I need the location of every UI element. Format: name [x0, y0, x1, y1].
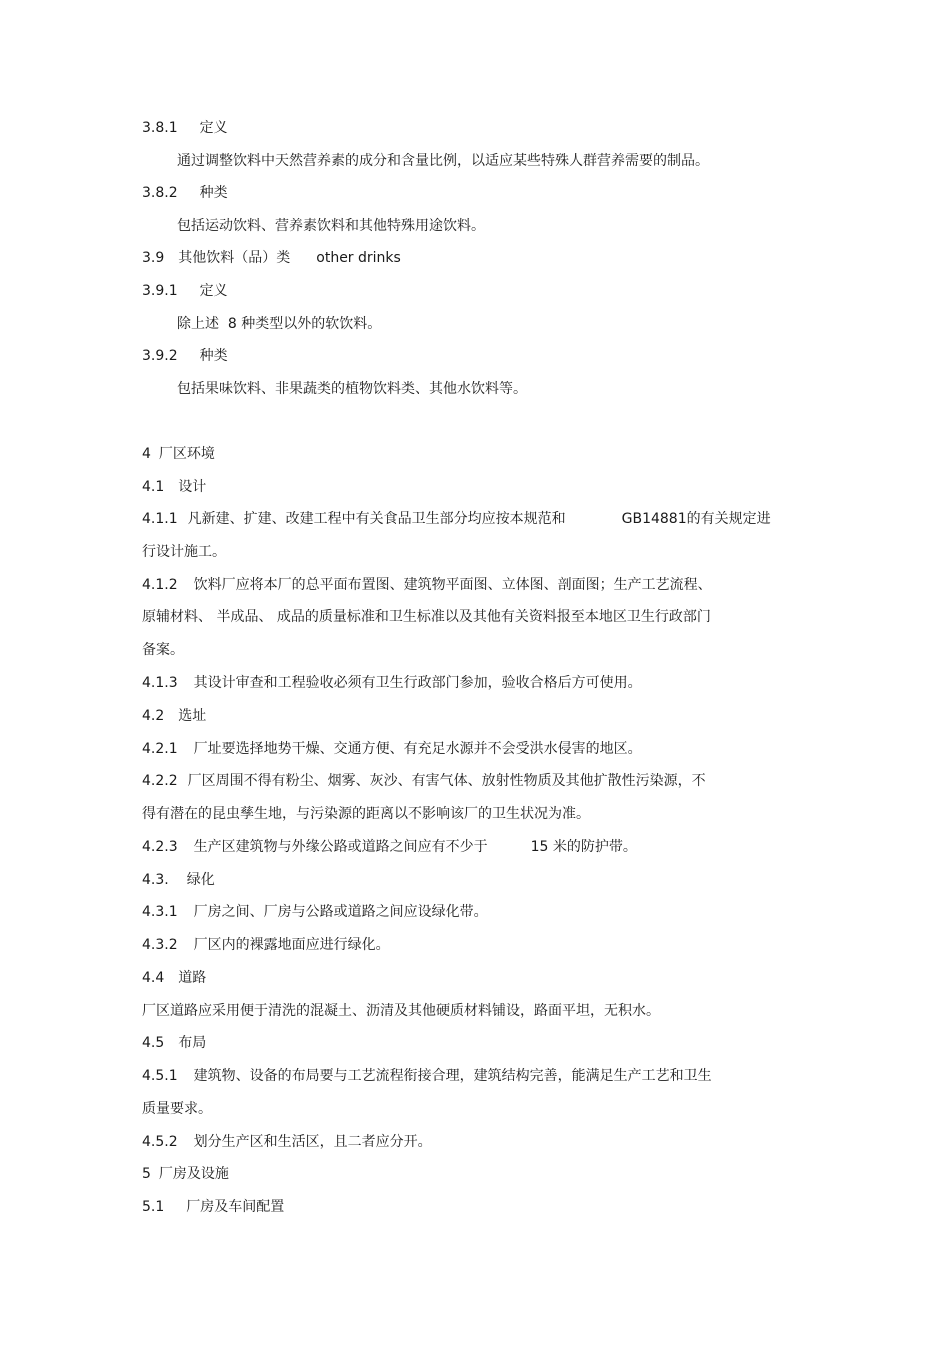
section-title: 厂区环境: [158, 446, 215, 462]
clause-text: 凡新建、扩建、改建工程中有关食品卫生部分均应按本规范和: [187, 511, 566, 527]
clause-number: 4.2.2: [142, 773, 178, 789]
clause-paragraph: [142, 674, 642, 692]
clause-title: 设计: [178, 479, 207, 495]
clause-heading: [142, 1198, 284, 1216]
section-title: 厂房及设施: [158, 1166, 229, 1182]
clause-heading: [142, 184, 228, 202]
clause-heading: [142, 119, 228, 137]
clause-title: 厂房及车间配置: [186, 1199, 285, 1215]
clause-number: 4.1: [142, 479, 165, 495]
clause-text: 厂房之间、厂房与公路或道路之间应设绿化带。: [193, 904, 488, 920]
clause-title: 定义: [199, 283, 228, 299]
clause-number: 4.5.1: [142, 1068, 178, 1084]
clause-number: 4.3.2: [142, 937, 178, 953]
clause-number: 4.5.2: [142, 1134, 178, 1150]
clause-number: 4.5: [142, 1035, 165, 1051]
clause-number: 4.2.3: [142, 839, 178, 855]
clause-paragraph: [142, 1067, 712, 1085]
paragraph-continuation: 质量要求。: [142, 1101, 212, 1117]
clause-number: 4.4: [142, 970, 165, 986]
section-heading: [142, 445, 215, 463]
clause-title: 种类: [199, 185, 228, 201]
paragraph: 通过调整饮料中天然营养素的成分和含量比例，以适应某些特殊人群营养需要的制品。: [177, 153, 709, 169]
clause-paragraph: [142, 576, 712, 594]
clause-title: 其他饮料（品）类: [178, 250, 291, 266]
clause-heading: [142, 1034, 206, 1052]
clause-title: 选址: [178, 708, 207, 724]
clause-text: 厂址要选择地势干燥、交通方便、有充足水源并不会受洪水侵害的地区。: [193, 741, 642, 757]
clause-heading: [142, 347, 228, 365]
clause-number: 4.2: [142, 708, 165, 724]
clause-title-english: other drinks: [316, 250, 401, 266]
clause-paragraph: [142, 772, 706, 790]
clause-heading: [142, 478, 206, 496]
paragraph: 包括运动饮料、营养素饮料和其他特殊用途饮料。: [177, 218, 485, 234]
clause-number: 4.1.2: [142, 577, 178, 593]
clause-text: 生产区建筑物与外缘公路或道路之间应有不少于: [193, 839, 488, 855]
clause-text: 划分生产区和生活区，且二者应分开。: [193, 1134, 432, 1150]
clause-number: 4.3.: [142, 872, 169, 888]
clause-paragraph: [142, 510, 771, 528]
clause-title: 布局: [178, 1035, 207, 1051]
clause-text: 厂区周围不得有粉尘、烟雾、灰沙、有害气体、放射性物质及其他扩散性污染源，不: [187, 773, 706, 789]
clause-heading: [142, 707, 206, 725]
clause-paragraph: [142, 936, 390, 954]
paragraph-continuation: 原辅材料、 半成品、 成品的质量标准和卫生标准以及其他有关资料报至本地区卫生行政部门: [142, 609, 711, 625]
section-heading: [142, 1165, 229, 1183]
section-number: 4: [142, 446, 151, 462]
section-number: 5: [142, 1166, 151, 1182]
paragraph: 除上述 8 种类型以外的软饮料。: [177, 316, 382, 332]
clause-text-continued: GB14881的有关规定进: [621, 511, 771, 527]
clause-heading: [142, 249, 401, 267]
paragraph-continuation: 得有潜在的昆虫孳生地，与污染源的距离以不影响该厂的卫生状况为准。: [142, 806, 590, 822]
clause-number: 4.1.1: [142, 511, 178, 527]
clause-number: 3.8.1: [142, 120, 178, 136]
clause-number: 3.9: [142, 250, 165, 266]
paragraph: 厂区道路应采用便于清洗的混凝土、沥清及其他硬质材料铺设，路面平坦，无积水。: [142, 1003, 660, 1019]
clause-text: 厂区内的裸露地面应进行绿化。: [193, 937, 390, 953]
clause-text-continued: 15 米的防护带。: [530, 839, 637, 855]
clause-number: 3.9.1: [142, 283, 178, 299]
clause-number: 4.2.1: [142, 741, 178, 757]
clause-number: 4.1.3: [142, 675, 178, 691]
clause-heading: [142, 871, 215, 889]
clause-text: 建筑物、设备的布局要与工艺流程衔接合理，建筑结构完善，能满足生产工艺和卫生: [193, 1068, 712, 1084]
paragraph: 包括果味饮料、非果蔬类的植物饮料类、其他水饮料等。: [177, 381, 527, 397]
clause-number: 4.3.1: [142, 904, 178, 920]
clause-heading: [142, 282, 228, 300]
clause-title: 定义: [199, 120, 228, 136]
paragraph-continuation: 行设计施工。: [142, 544, 226, 560]
clause-paragraph: [142, 838, 637, 856]
clause-paragraph: [142, 903, 488, 921]
clause-number: 3.9.2: [142, 348, 178, 364]
clause-text: 饮料厂应将本厂的总平面布置图、建筑物平面图、立体图、剖面图；生产工艺流程、: [193, 577, 712, 593]
clause-paragraph: [142, 740, 642, 758]
clause-paragraph: [142, 1133, 432, 1151]
clause-number: 5.1: [142, 1199, 165, 1215]
paragraph-continuation: 备案。: [142, 642, 184, 658]
clause-title: 绿化: [186, 872, 215, 888]
clause-text: 其设计审查和工程验收必须有卫生行政部门参加，验收合格后方可使用。: [193, 675, 642, 691]
clause-heading: [142, 969, 206, 987]
clause-title: 道路: [178, 970, 207, 986]
clause-title: 种类: [199, 348, 228, 364]
clause-number: 3.8.2: [142, 185, 178, 201]
